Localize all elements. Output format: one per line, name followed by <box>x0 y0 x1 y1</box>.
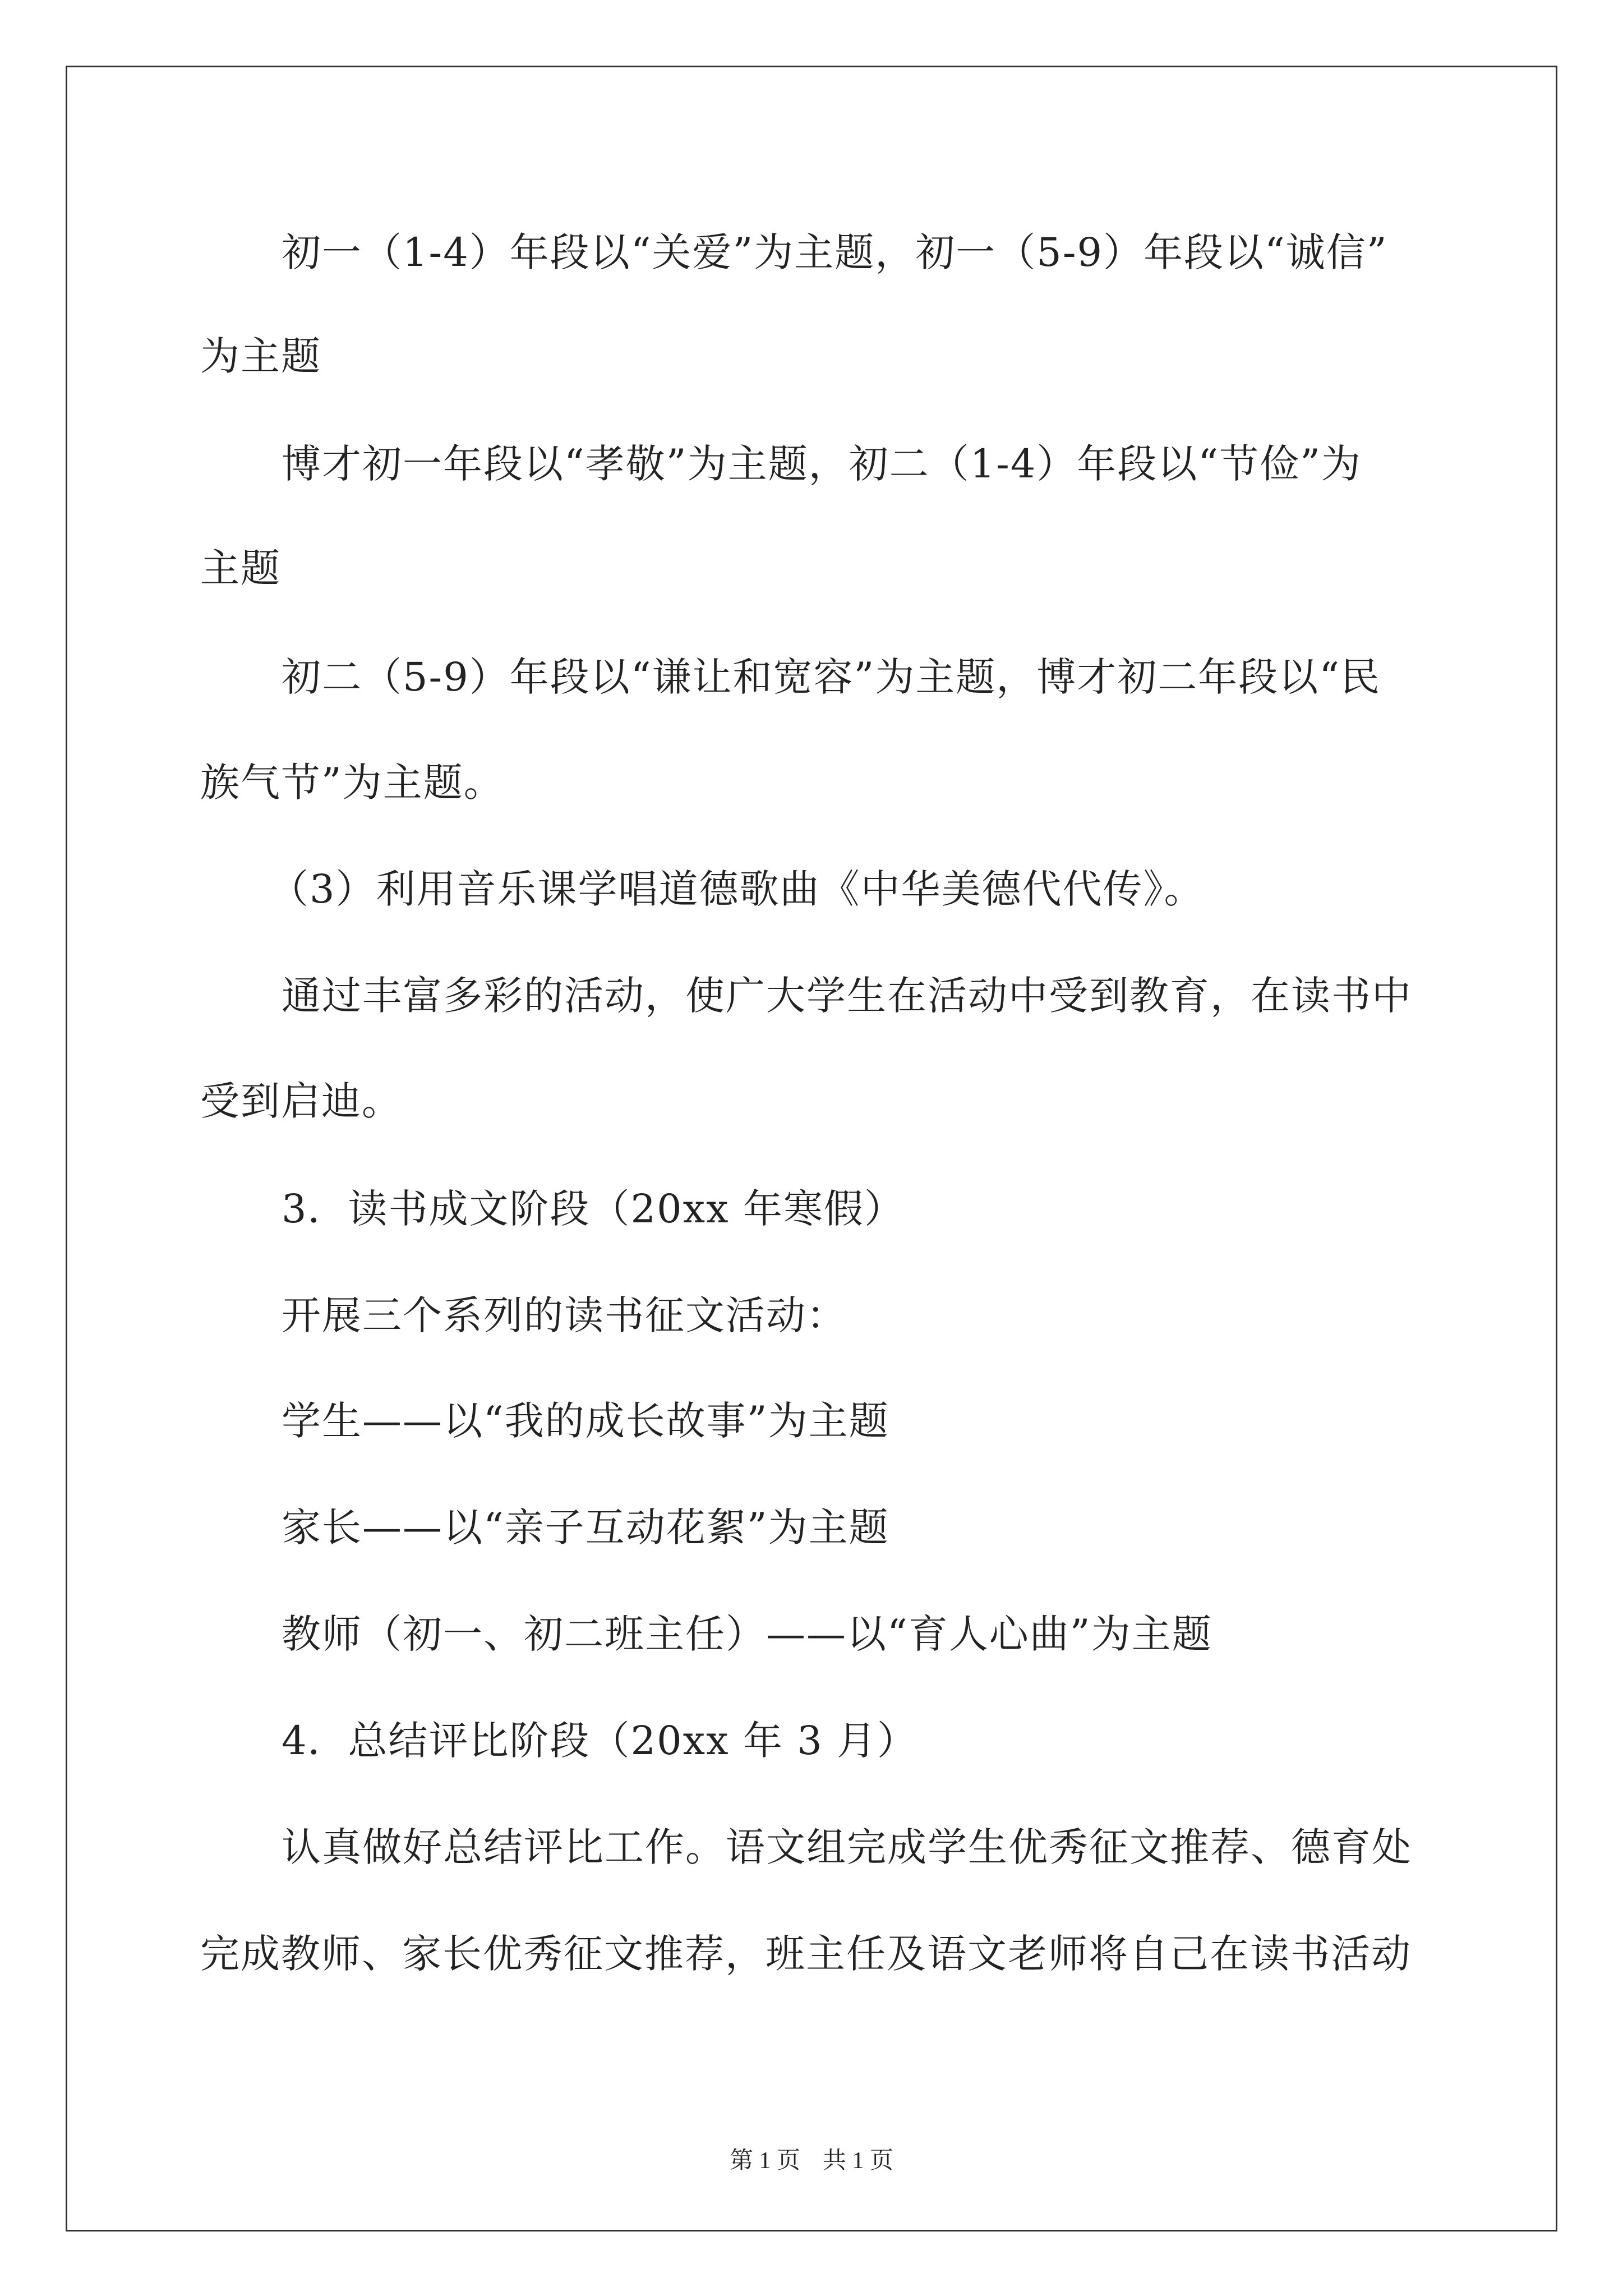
page-number-total: 共 1 页 <box>823 2148 894 2174</box>
paragraph-line: 博才初一年段以“孝敬”为主题，初二（1-4）年段以“节俭”为 <box>282 441 1362 487</box>
paragraph-line: 族气节”为主题。 <box>200 760 504 806</box>
paragraph-line: 学生——以“我的成长故事”为主题 <box>282 1398 889 1444</box>
paragraph-line: 认真做好总结评比工作。语文组完成学生优秀征文推荐、德育处 <box>282 1824 1412 1870</box>
paragraph-line: 受到启迪。 <box>200 1078 402 1124</box>
page-frame <box>66 66 1557 2231</box>
paragraph-line: 完成教师、家长优秀征文推荐，班主任及语文老师将自己在读书活动 <box>200 1931 1412 1977</box>
page-number-current: 第 1 页 <box>729 2148 800 2174</box>
paragraph-line: 主题 <box>200 545 281 591</box>
paragraph-line: 初一（1-4）年段以“关爱”为主题，初一（5-9）年段以“诚信” <box>282 229 1388 275</box>
page-footer <box>0 2142 1623 2175</box>
paragraph-line: 开展三个系列的读书征文活动： <box>282 1292 847 1338</box>
section-heading: 3．读书成文阶段（20xx 年寒假） <box>282 1186 905 1232</box>
paragraph-line: 家长——以“亲子互动花絮”为主题 <box>282 1504 889 1550</box>
paragraph-line: 通过丰富多彩的活动，使广大学生在活动中受到教育，在读书中 <box>282 973 1412 1019</box>
paragraph-line: 为主题 <box>200 333 321 379</box>
paragraph-line: 教师（初一、初二班主任）——以“育人心曲”为主题 <box>282 1611 1212 1657</box>
paragraph-line: 初二（5-9）年段以“谦让和宽容”为主题，博才初二年段以“民 <box>282 654 1381 700</box>
section-heading: 4．总结评比阶段（20xx 年 3 月） <box>282 1718 917 1764</box>
paragraph-line: （3）利用音乐课学唱道德歌曲《中华美德代代传》。 <box>269 866 1205 912</box>
